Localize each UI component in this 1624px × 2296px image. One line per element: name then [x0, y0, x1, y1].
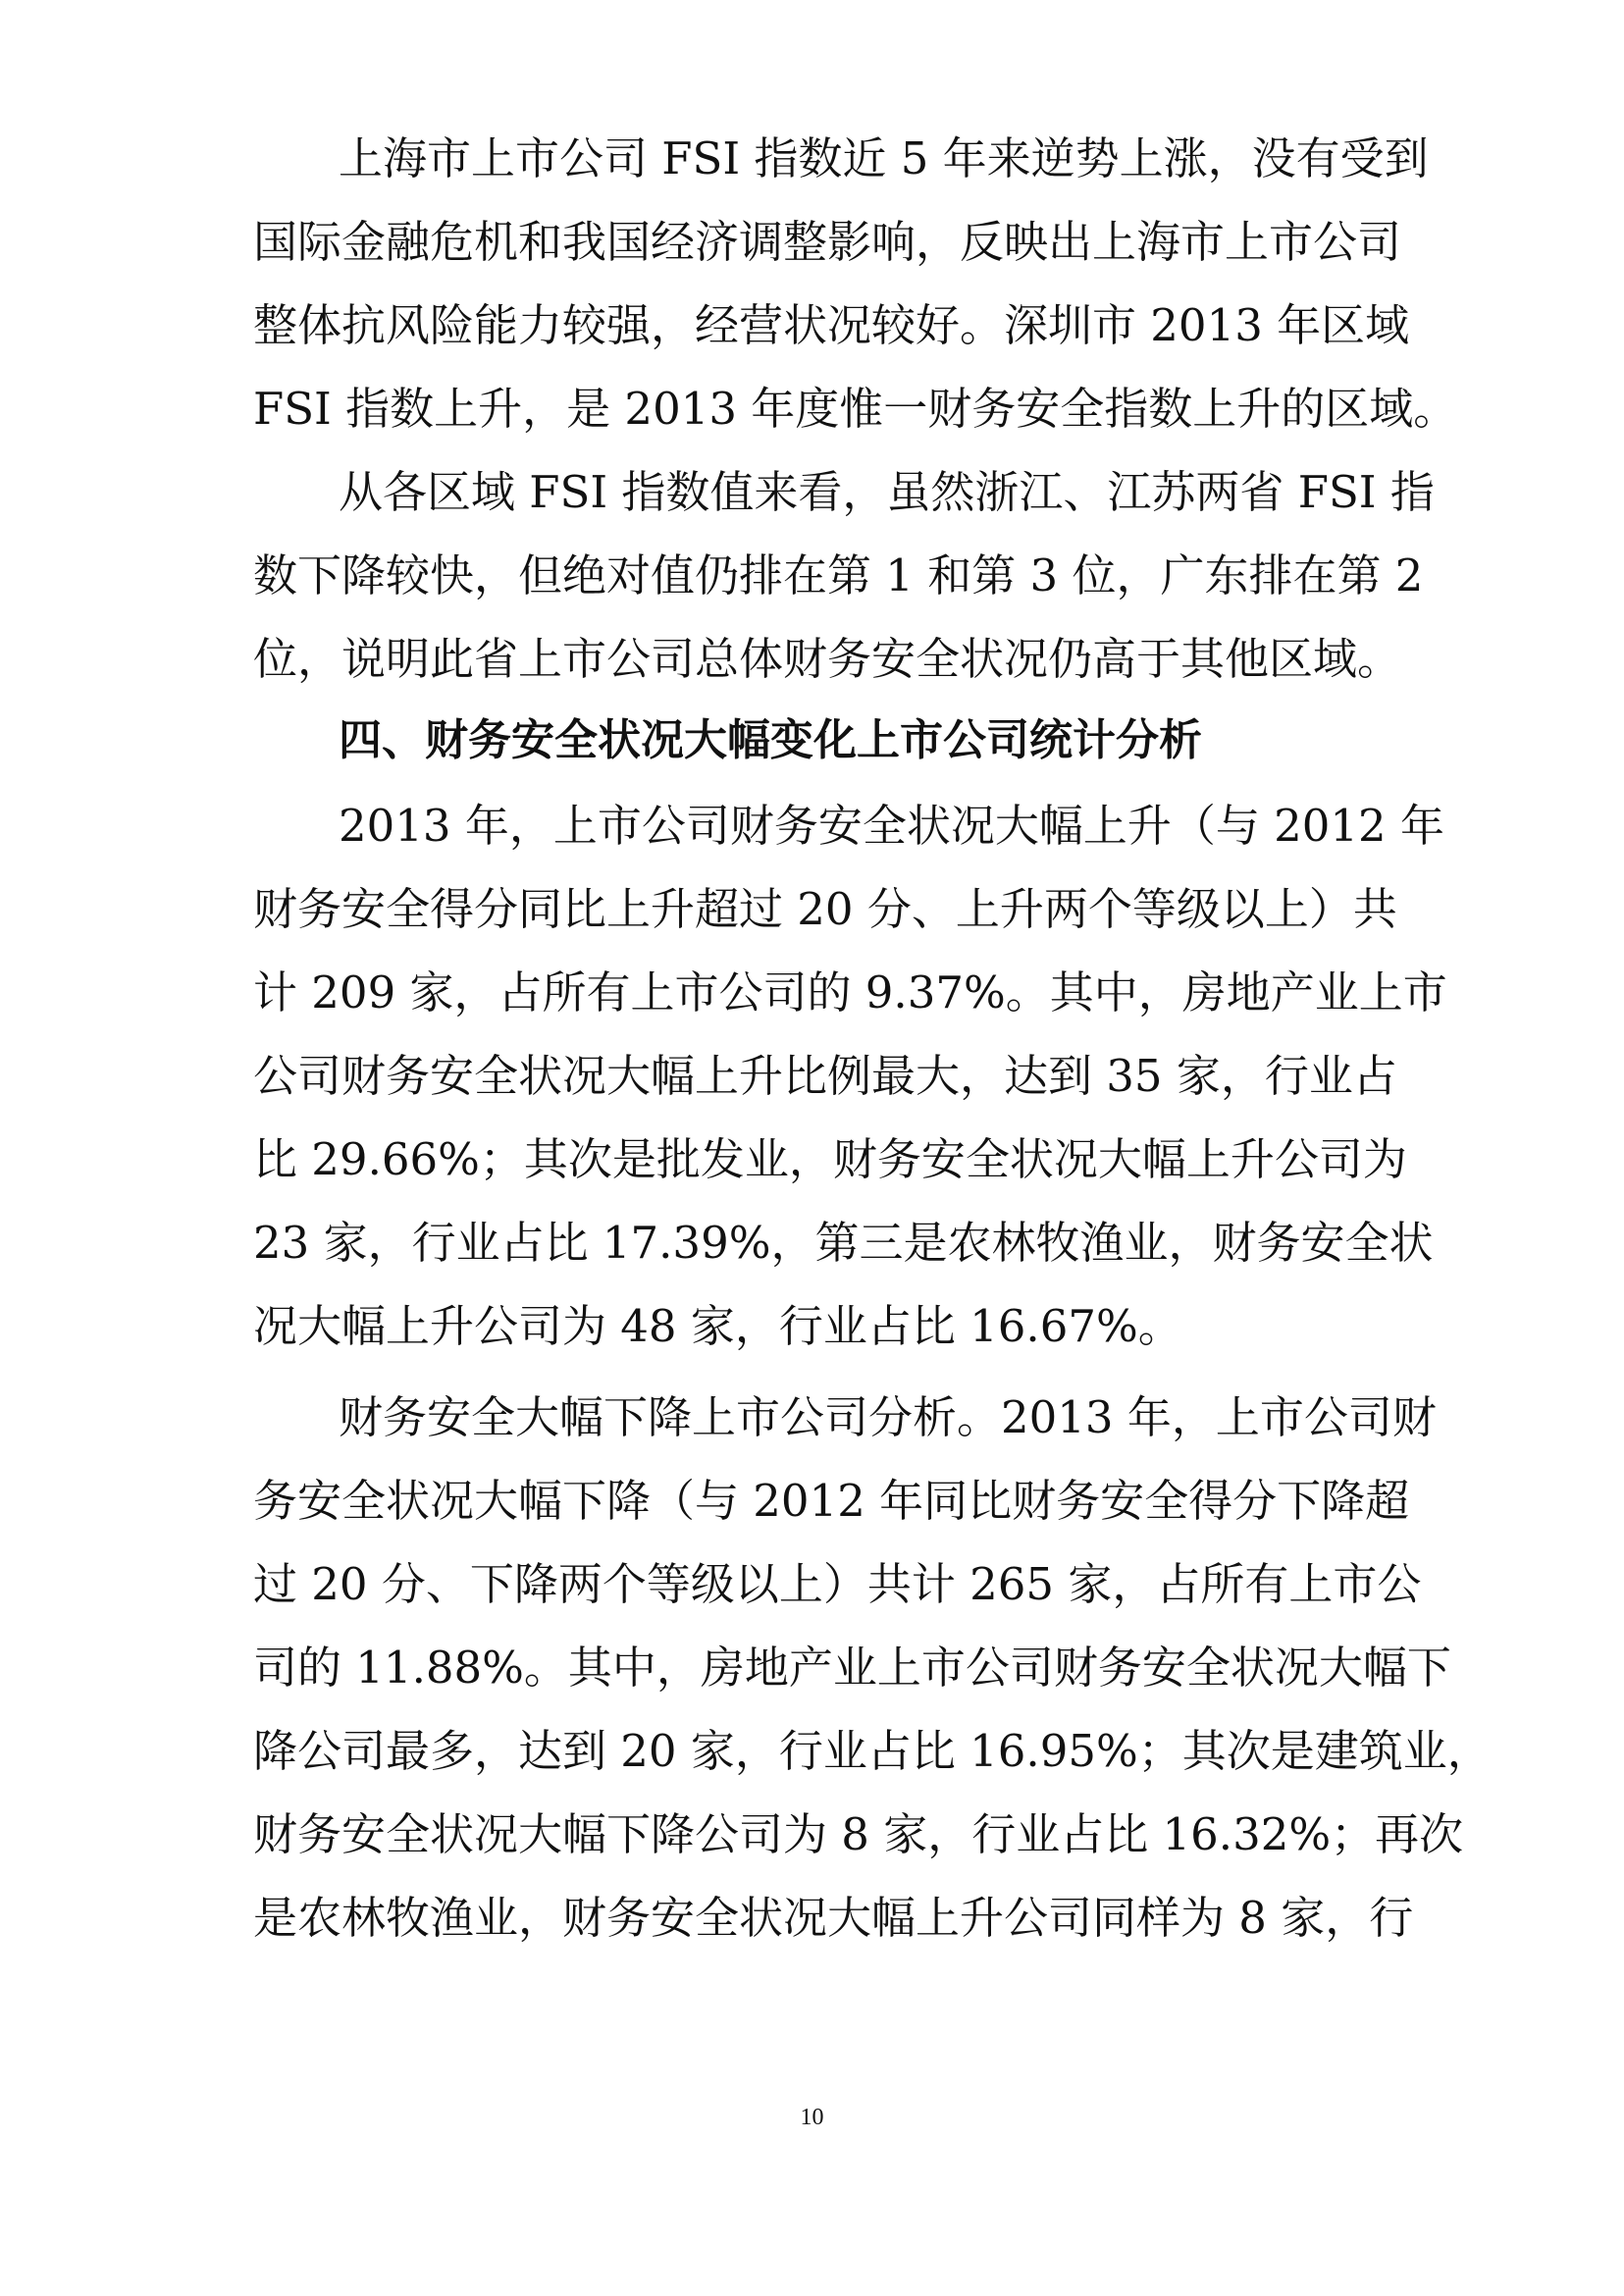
- text-line: 从各区域 FSI 指数值来看，虽然浙江、江苏两省 FSI 指: [339, 466, 1435, 518]
- text-line: 公司财务安全状况大幅上升比例最大，达到 35 家，行业占: [253, 1050, 1397, 1102]
- text-line: 23 家，行业占比 17.39%，第三是农林牧渔业，财务安全状: [253, 1217, 1434, 1269]
- page-number: 10: [800, 2105, 824, 2130]
- text-line: 国际金融危机和我国经济调整影响，反映出上海市上市公司: [253, 216, 1402, 268]
- text-line: 过 20 分、下降两个等级以上）共计 265 家，占所有上市公: [253, 1558, 1422, 1610]
- text-line: 比 29.66%；其次是批发业，财务安全状况大幅上升公司为: [253, 1133, 1407, 1185]
- text-line: 降公司最多，达到 20 家，行业占比 16.95%；其次是建筑业，: [253, 1725, 1492, 1777]
- text-line: 况大幅上升公司为 48 家，行业占比 16.67%。: [253, 1300, 1182, 1352]
- text-line: 司的 11.88%。其中，房地产业上市公司财务安全状况大幅下: [253, 1642, 1451, 1694]
- text-line: FSI 指数上升，是 2013 年度惟一财务安全指数上升的区域。: [253, 383, 1458, 435]
- text-line: 财务安全得分同比上升超过 20 分、上升两个等级以上）共: [253, 883, 1397, 935]
- text-line: 位，说明此省上市公司总体财务安全状况仍高于其他区域。: [253, 633, 1402, 685]
- text-line: 财务安全状况大幅下降公司为 8 家，行业占比 16.32%；再次: [253, 1808, 1464, 1860]
- text-line: 2013 年，上市公司财务安全状况大幅上升（与 2012 年: [339, 800, 1444, 852]
- text-line: 计 209 家，占所有上市公司的 9.37%。其中，房地产业上市: [253, 966, 1447, 1018]
- text-line: 数下降较快，但绝对值仍排在第 1 和第 3 位，广东排在第 2: [253, 549, 1424, 601]
- text-line: 财务安全大幅下降上市公司分析。2013 年，上市公司财: [339, 1391, 1437, 1443]
- text-line: 上海市上市公司 FSI 指数近 5 年来逆势上涨，没有受到: [339, 132, 1429, 184]
- text-line: 整体抗风险能力较强，经营状况较好。深圳市 2013 年区域: [253, 299, 1410, 351]
- section-heading: 四、财务安全状况大幅变化上市公司统计分析: [339, 715, 1202, 765]
- text-line: 是农林牧渔业，财务安全状况大幅上升公司同样为 8 家，行: [253, 1892, 1414, 1944]
- text-line: 务安全状况大幅下降（与 2012 年同比财务安全得分下降超: [253, 1475, 1410, 1527]
